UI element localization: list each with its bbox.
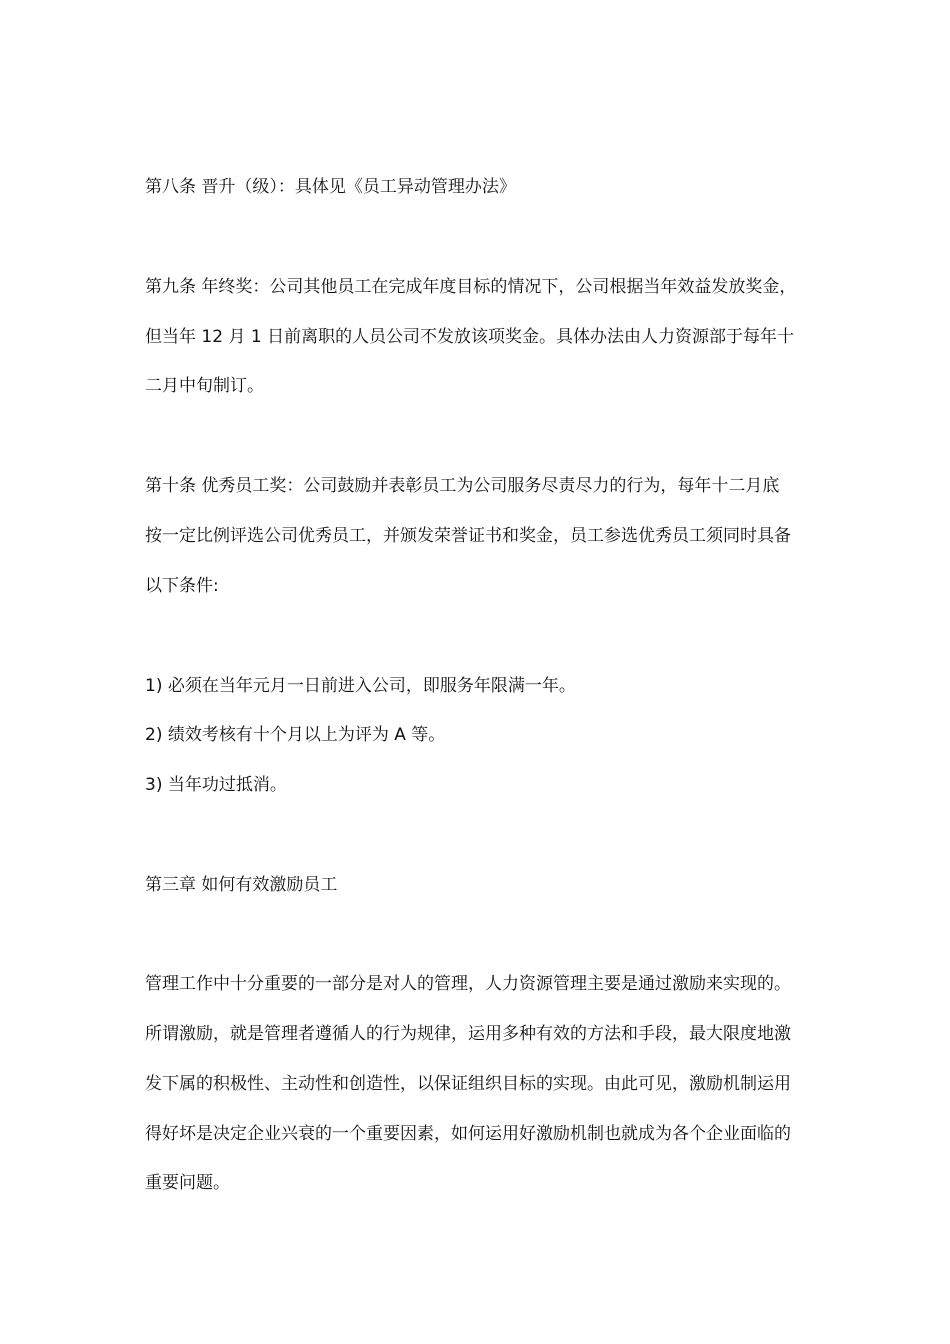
article-10-line-2: 按一定比例评选公司优秀员工，并颁发荣誉证书和奖金，员工参选优秀员工须同时具备 <box>145 526 791 546</box>
paragraph-line-3: 发下属的积极性、主动性和创造性，以保证组织目标的实现。由此可见，激励机制运用 <box>145 1074 791 1094</box>
condition-item-1: 1) 必须在当年元月一日前进入公司，即服务年限满一年。 <box>145 676 576 696</box>
condition-item-3: 3) 当年功过抵消。 <box>145 775 287 795</box>
paragraph-line-2: 所谓激励，就是管理者遵循人的行为规律，运用多种有效的方法和手段，最大限度地激 <box>145 1024 791 1044</box>
paragraph-line-4: 得好坏是决定企业兴衰的一个重要因素，如何运用好激励机制也就成为各个企业面临的 <box>145 1124 791 1144</box>
paragraph-line-5: 重要问题。 <box>145 1173 230 1193</box>
article-10-line-1: 第十条 优秀员工奖：公司鼓励并表彰员工为公司服务尽责尽力的行为，每年十二月底 <box>145 476 780 496</box>
paragraph-line-1: 管理工作中十分重要的一部分是对人的管理，人力资源管理主要是通过激励来实现的。 <box>145 974 791 994</box>
condition-item-2: 2) 绩效考核有十个月以上为评为 A 等。 <box>145 725 446 745</box>
article-9-line-2: 但当年 12 月 1 日前离职的人员公司不发放该项奖金。具体办法由人力资源部于每年十 <box>145 327 795 347</box>
article-8-text: 第八条 晋升（级）：具体见《员工异动管理办法》 <box>145 177 516 197</box>
chapter-3-heading: 第三章 如何有效激励员工 <box>145 875 338 895</box>
article-10-line-3: 以下条件: <box>145 576 219 596</box>
article-9-line-3: 二月中旬制订。 <box>145 376 264 396</box>
article-9-line-1: 第九条 年终奖：公司其他员工在完成年度目标的情况下，公司根据当年效益发放奖金， <box>145 277 797 297</box>
